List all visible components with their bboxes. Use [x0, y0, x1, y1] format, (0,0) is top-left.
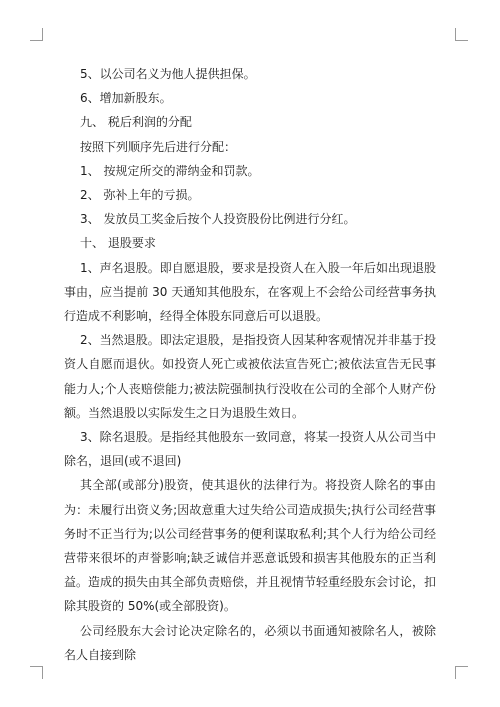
paragraph: 2、当然退股。即法定退股，是指投资人因某种客观情况并非基于投资人自愿而退伙。如投资人死亡或被依法宣告死亡;被依法宣告无民事能力人;个人丧赔偿能力;被法院强制执行没收在公司的全部个人财产份额。当然退股以实际发生之日为退股生效日。: [64, 333, 436, 420]
list-item: 3、 发放员工奖金后按个人投资股份比例进行分红。: [80, 212, 356, 227]
paragraph: 其全部(或部分)股资，使其退伙的法律行为。将投资人除名的事由为：未履行出资义务;因故意重大过失给公司造成损失;执行公司经营事务时不正当行为;以公司经营事务的便利谋取私利;其个人行为给公司经营带来很坏的声誉影响;缺乏诚信并恶意诋毁和损害其他股东的正当利益。造成的损失由其全部负责赔偿，并且视情节轻重经股东会讨论，扣除其股资的 50%(或全部股资)。: [64, 478, 437, 614]
section-heading: 十、 退股要求: [80, 236, 156, 251]
list-item: 1、 按规定所交的滞纳金和罚款。: [80, 163, 260, 178]
paragraph: 1、声名退股。即自愿退股，要求是投资人在入股一年后如出现退股事由，应当提前 30 天通知其他股东，在客观上不会给公司经营事务执行造成不利影响，经得全体股东同意后可以退股。: [64, 260, 436, 324]
crop-mark-top-left: [30, 28, 43, 41]
paragraph: 公司经股东大会讨论决定除名的，必须以书面通知被除名人，被除名人自接到除: [64, 623, 436, 662]
paragraph: 按照下列顺序先后进行分配：: [80, 139, 237, 154]
crop-mark-bottom-left: [30, 666, 43, 679]
list-item: 2、 弥补上年的亏损。: [80, 188, 200, 203]
paragraph: 5、以公司名义为他人提供担保。: [80, 67, 256, 81]
crop-mark-bottom-right: [455, 666, 468, 679]
paragraph: 3、除名退股。是指经其他股东一致同意，将某一投资人从公司当中除名，退回(或不退回): [64, 430, 436, 469]
section-heading: 九、 税后利润的分配: [80, 115, 192, 130]
document-body: [64, 62, 436, 667]
crop-mark-top-right: [455, 28, 468, 41]
paragraph: 6、增加新股东。: [80, 91, 172, 106]
